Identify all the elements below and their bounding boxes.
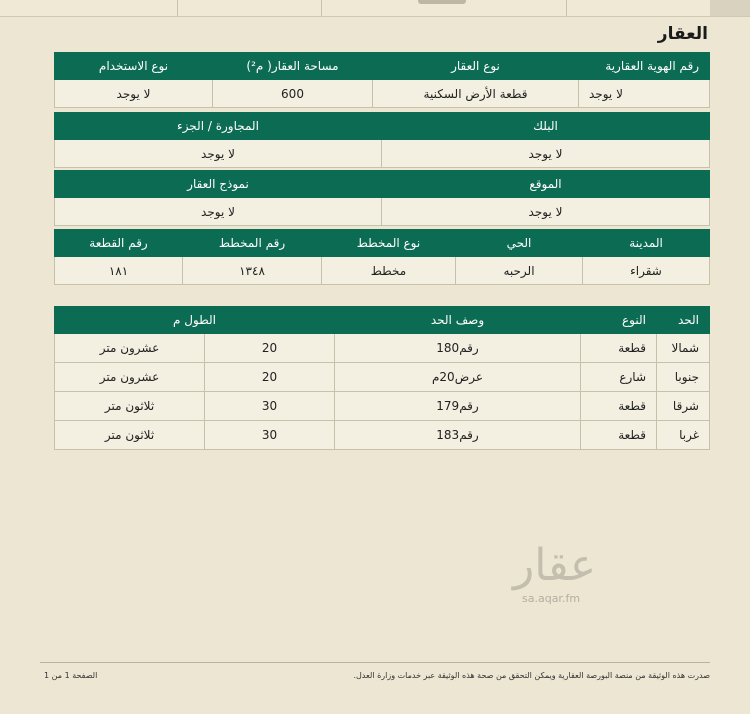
boundary-description: رقم180 — [335, 334, 581, 363]
value-property-id: لا يوجد — [579, 80, 710, 108]
boundary-kind: قطعة — [581, 392, 657, 421]
boundary-length: 20 — [205, 363, 335, 392]
header-kind: النوع — [581, 307, 657, 334]
header-plot-number: رقم القطعة — [55, 230, 183, 257]
header-usage-type: نوع الاستخدام — [55, 53, 213, 80]
value-property-model: لا يوجد — [55, 198, 382, 226]
boundary-length-words: عشرون متر — [55, 334, 205, 363]
previous-table-edge — [0, 0, 750, 17]
table-row — [55, 392, 710, 421]
footer-divider — [40, 662, 710, 663]
value-neighborhood-part: لا يوجد — [55, 140, 382, 168]
table-row — [55, 257, 710, 285]
header-location: الموقع — [382, 171, 710, 198]
table-header-row — [55, 53, 710, 80]
table-row — [55, 198, 710, 226]
table-header-row — [55, 307, 710, 334]
property-info-table — [54, 52, 710, 108]
block-table — [54, 112, 710, 168]
value-city: شقراء — [583, 257, 710, 285]
boundary-length-words: ثلاثون متر — [55, 392, 205, 421]
table-header-row — [55, 171, 710, 198]
table-row — [55, 363, 710, 392]
header-length: الطول م — [55, 307, 335, 334]
value-property-area: 600 — [213, 80, 373, 108]
boundary-length: 30 — [205, 392, 335, 421]
header-city: المدينة — [583, 230, 710, 257]
table-header-row — [55, 113, 710, 140]
boundaries-table — [54, 306, 710, 450]
page-number: الصفحة 1 من 1 — [44, 671, 98, 680]
boundary-length: 20 — [205, 334, 335, 363]
value-usage-type: لا يوجد — [55, 80, 213, 108]
boundary-direction: شمالا — [657, 334, 710, 363]
value-plan-number: ١٣٤٨ — [183, 257, 322, 285]
boundary-description: رقم183 — [335, 421, 581, 450]
table-row — [55, 334, 710, 363]
header-district: الحي — [456, 230, 583, 257]
header-property-id: رقم الهوية العقارية — [579, 53, 710, 80]
table-row — [55, 80, 710, 108]
boundary-kind: شارع — [581, 363, 657, 392]
header-plan-number: رقم المخطط — [183, 230, 322, 257]
header-plan-type: نوع المخطط — [322, 230, 456, 257]
value-location: لا يوجد — [382, 198, 710, 226]
value-property-type: قطعة الأرض السكنية — [373, 80, 579, 108]
location-table — [54, 170, 710, 226]
value-plot-number: ١٨١ — [55, 257, 183, 285]
boundary-direction: شرقا — [657, 392, 710, 421]
header-property-area: مساحة العقار( م²) — [213, 53, 373, 80]
table-header-row — [55, 230, 710, 257]
boundary-direction: جنوبا — [657, 363, 710, 392]
value-block: لا يوجد — [382, 140, 710, 168]
header-boundary-description: وصف الحد — [335, 307, 581, 334]
boundary-description: رقم179 — [335, 392, 581, 421]
boundary-direction: غربا — [657, 421, 710, 450]
header-boundary: الحد — [657, 307, 710, 334]
table-row — [55, 140, 710, 168]
header-property-type: نوع العقار — [373, 53, 579, 80]
watermark-logo: عقار — [513, 540, 597, 591]
header-block: البلك — [382, 113, 710, 140]
header-property-model: نموذج العقار — [55, 171, 382, 198]
boundary-description: عرض20م — [335, 363, 581, 392]
table-row — [55, 421, 710, 450]
boundary-kind: قطعة — [581, 334, 657, 363]
value-plan-type: مخطط — [322, 257, 456, 285]
boundary-length-words: ثلاثون متر — [55, 421, 205, 450]
footer-note: صدرت هذه الوثيقة من منصة البورصة العقارية ويمكن التحقق من صحة هذه الوثيقة عبر خدمات وزارة العدل. — [353, 671, 710, 680]
boundary-kind: قطعة — [581, 421, 657, 450]
value-district: الرحبه — [456, 257, 583, 285]
plan-table — [54, 229, 710, 285]
boundary-length: 30 — [205, 421, 335, 450]
boundary-length-words: عشرون متر — [55, 363, 205, 392]
header-neighborhood-part: المجاورة / الجزء — [55, 113, 382, 140]
watermark-url: sa.aqar.fm — [522, 592, 581, 605]
section-title: العقار — [657, 24, 708, 44]
